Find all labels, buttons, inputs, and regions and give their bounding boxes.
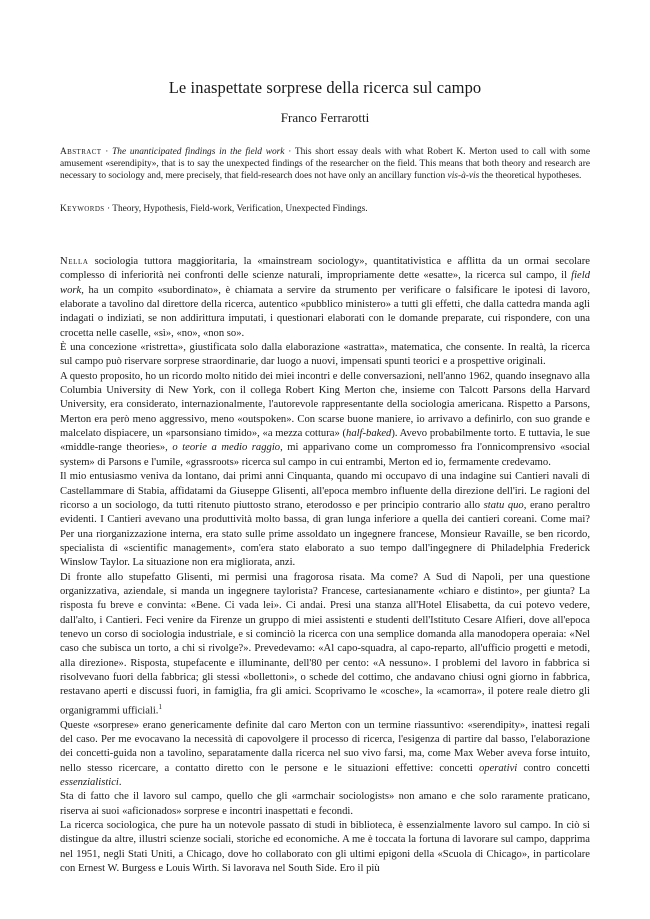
- keywords-label: Keywords: [60, 204, 105, 214]
- abstract-separator: ·: [101, 147, 113, 157]
- abstract-text-part-a: · This short essay deals with what Robert K. Merton used to call with some amusement «serendipity», that is to say the unexpected findings of the researcher on the field. This means that both theory and research are necessary to sociology and, mere precisely, that field-research does not have only an ancillary function: [60, 147, 590, 181]
- abstract-text-part-b: the theoretical hypotheses.: [479, 170, 582, 181]
- p6-text-a: Queste «sorprese» erano genericamente definite dal caro Merton con un termine riassuntivo: «serendipity», inattesi regali del caso. Per me evocavano la necessità di capovolgere il processo di ricerca, l'esigenza di partire dal basso, l'elaborazione dei concetti-guida non a tavolino, separatamente dalla ricerca nel suo vivo farsi, ma, come Max Weber aveva forse intuito, nello stesso ricercare, a contatto diretto con le persone e le situazioni effettive: concetti: [60, 719, 590, 774]
- p3-text-b: ). Avevo probabilmente torto. E tuttavia, le sue «middle-range theories»,: [60, 428, 590, 454]
- paper-title: Le inaspettate sorprese della ricerca sul campo: [168, 78, 482, 97]
- p6-text-c: .: [118, 776, 122, 788]
- lead-word: Nella: [60, 256, 89, 267]
- p1-text-a: sociologia tuttora maggioritaria, la «mainstream sociology», quantitativistica e afflitta da un ormai secolare complesso di inferiorità nei confronti delle scienze naturali, impropriamente dette «esatte», la ricerca sul campo, il: [60, 256, 590, 282]
- abstract-label: Abstract: [60, 147, 102, 157]
- p4-text-b: , erano peraltro evidenti. I Cantieri avevano una produttività molto bassa, di gran lunga inferiore a quella dei cantieri coreani. Come mai? Per una riorganizzazione interna, era stato sulle prime assoldato un ingegnere francese, Monsieur Ravaille, se ben ricordo, specialista di «scientific management», com'era stato elaborato a suo tempo dall'ingegnere di Philadelphia Frederick Winslow Taylor. La situazione non era migliorata, anzi.: [60, 499, 590, 569]
- p6-italic-essenzialistici: essenzialistici: [60, 776, 119, 788]
- p3-italic-half-baked: half-baked: [346, 428, 392, 440]
- body-paragraph-2: È una concezione «ristretta», giustificata solo dalla elaborazione «astratta», matematica, che consente. In realtà, la ricerca sul campo può riservare sorprese straordinarie, dar luogo a nuovi, impensati spunti teorici e a prospettive originali.: [60, 342, 590, 368]
- keywords-block: [60, 204, 590, 216]
- footnote-marker: 1: [158, 702, 162, 711]
- p4-italic-statu-quo: statu quo: [483, 499, 524, 511]
- body-paragraph-3: [60, 370, 590, 470]
- p6-italic-operativi: operativi: [478, 762, 518, 774]
- keywords-list: Theory, Hypothesis, Field-work, Verification, Unexpected Findings.: [112, 204, 368, 214]
- abstract-english-title: The unanticipated findings in the field work: [112, 147, 285, 157]
- author-name: Franco Ferrarotti: [280, 110, 370, 125]
- body-paragraph-4: [60, 470, 590, 570]
- p5-text-a: Di fronte allo stupefatto Glisenti, mi permisi una fragorosa risata. Ma come? A Sud di Napoli, per una questione organizzativa, aziendale, si manda un ingegnere taylorista? Francese, cartesianamente «chiaro e distinto», per giunta? La risposta fu breve e convinta: «Bene. Ci vada lei». Ci andai. Presi una stanza all'Hotel Elisabetta, da cui potevo vedere, dall'alto, i Cantieri. Feci venire da Firenze un gruppo di miei assistenti e studenti dell'Istituto Cesare Alfieri, dove all'epoca tenevo un corso di sociologia industriale, e si cominciò la ricerca con una semplice domanda alla manodopera operaia: «Nel caso che subisca un torto, a chi si rivolge?». Prevedevamo: «Al capo-squadra, al capo-reparto, all'ufficio progetti e metodi, alla direzione». Risposta, stupefacente e illuminante, dell'80 per cento: «A nessuno». I problemi del lavoro in fabbrica si risolvevano fuori della fabbrica; gli stessi «bollettoni», o schede del cottimo, che andavano chiusi ogni giorno in fabbrica, restavano aperti e discussi fuori, in famiglia, fra gli amici. Scoprivamo le «cosche», la «camorra», il potere reale dietro gli organigrammi ufficiali.: [60, 571, 590, 717]
- body-paragraph-7: Sta di fatto che il lavoro sul campo, quello che gli «armchair sociologists» non amano e che solo raramente praticano, riserva ai suoi «aficionados» sorprese e incontri inaspettati e fecondi.: [60, 791, 590, 817]
- p1-italic-field-work: field work: [60, 270, 590, 296]
- body-paragraph-5: [60, 571, 590, 719]
- p6-text-b: contro concetti: [517, 762, 590, 774]
- abstract-vis-a-vis: vis-à-vis: [447, 170, 480, 181]
- p3-italic-teorie: o teorie a medio raggio: [172, 442, 281, 454]
- p4-text-a: Il mio entusiasmo veniva da lontano, dai primi anni Cinquanta, quando mi occupavo di una indagine sui Cantieri navali di Castellammare di Stabia, affidatami da Giuseppe Glisenti, all'epoca membro influente della direzione dell'iri. Le ragioni del ricorso a un sociologo, da tutti ritenuto piuttosto strano, eterodosso e per principio contrario allo: [60, 471, 590, 511]
- p1-text-b: , ha un compito «subordinato», è chiamata a servire da strumento per verificare o falsificare le ipotesi di lavoro, elaborate a tavolino dal direttore della ricerca, autentico «pubblico ministero» a tutti gli effetti, che dalla cattedra manda agli indagati o indiziati, se non addirittura imputati, i questionari elaborati con le domande preparate, cui rispondere, con una crocetta nelle caselle, «sì», «no», «non so».: [60, 284, 590, 339]
- article-body: [60, 255, 590, 895]
- p3-text-c: , mi apparivano come un compromesso fra l'onnicomprensivo «social system» di Parsons e l'umile, «grassroots» ricerca sul campo in cui entrambi, Merton ed io, fermamente credevamo.: [60, 442, 590, 468]
- body-paragraph-6: [60, 719, 590, 791]
- body-paragraph-1: [60, 255, 590, 341]
- abstract-block: [60, 147, 590, 183]
- body-paragraph-8: La ricerca sociologica, che pure ha un notevole passato di studi in biblioteca, è essenzialmente lavoro sul campo. In ciò si distingue da altre, illustri scienze sociali, storiche ed economiche. A me è toccata la fortuna di lavorare sul campo, dapprima nel 1951, negli Stati Uniti, a Chicago, dove ho collaborato con gli ultimi epigoni della «Scuola di Chicago», in particolare con Ernest W. Burgess e Louis Wirth. Si lavorava nel South Side. Ero il più: [60, 819, 590, 874]
- p3-text-a: A questo proposito, ho un ricordo molto nitido dei miei incontri e delle conversazioni, nell'anno 1962, quando insegnavo alla Columbia University di New York, con il collega Robert King Merton che, insieme con Talcott Parsons della Harvard University, era considerato, internazionalmente, l'autorevole rappresentante della sociologia americana. Rispetto a Parsons, Merton era però meno aggressivo, meno «outspoken». Con scarse buone maniere, io arrivavo a definirlo, con suo grande e malcelato dispiacere, un «parsonsiano timido», «a mezza cottura» (: [60, 370, 590, 440]
- keywords-separator: ·: [104, 204, 113, 214]
